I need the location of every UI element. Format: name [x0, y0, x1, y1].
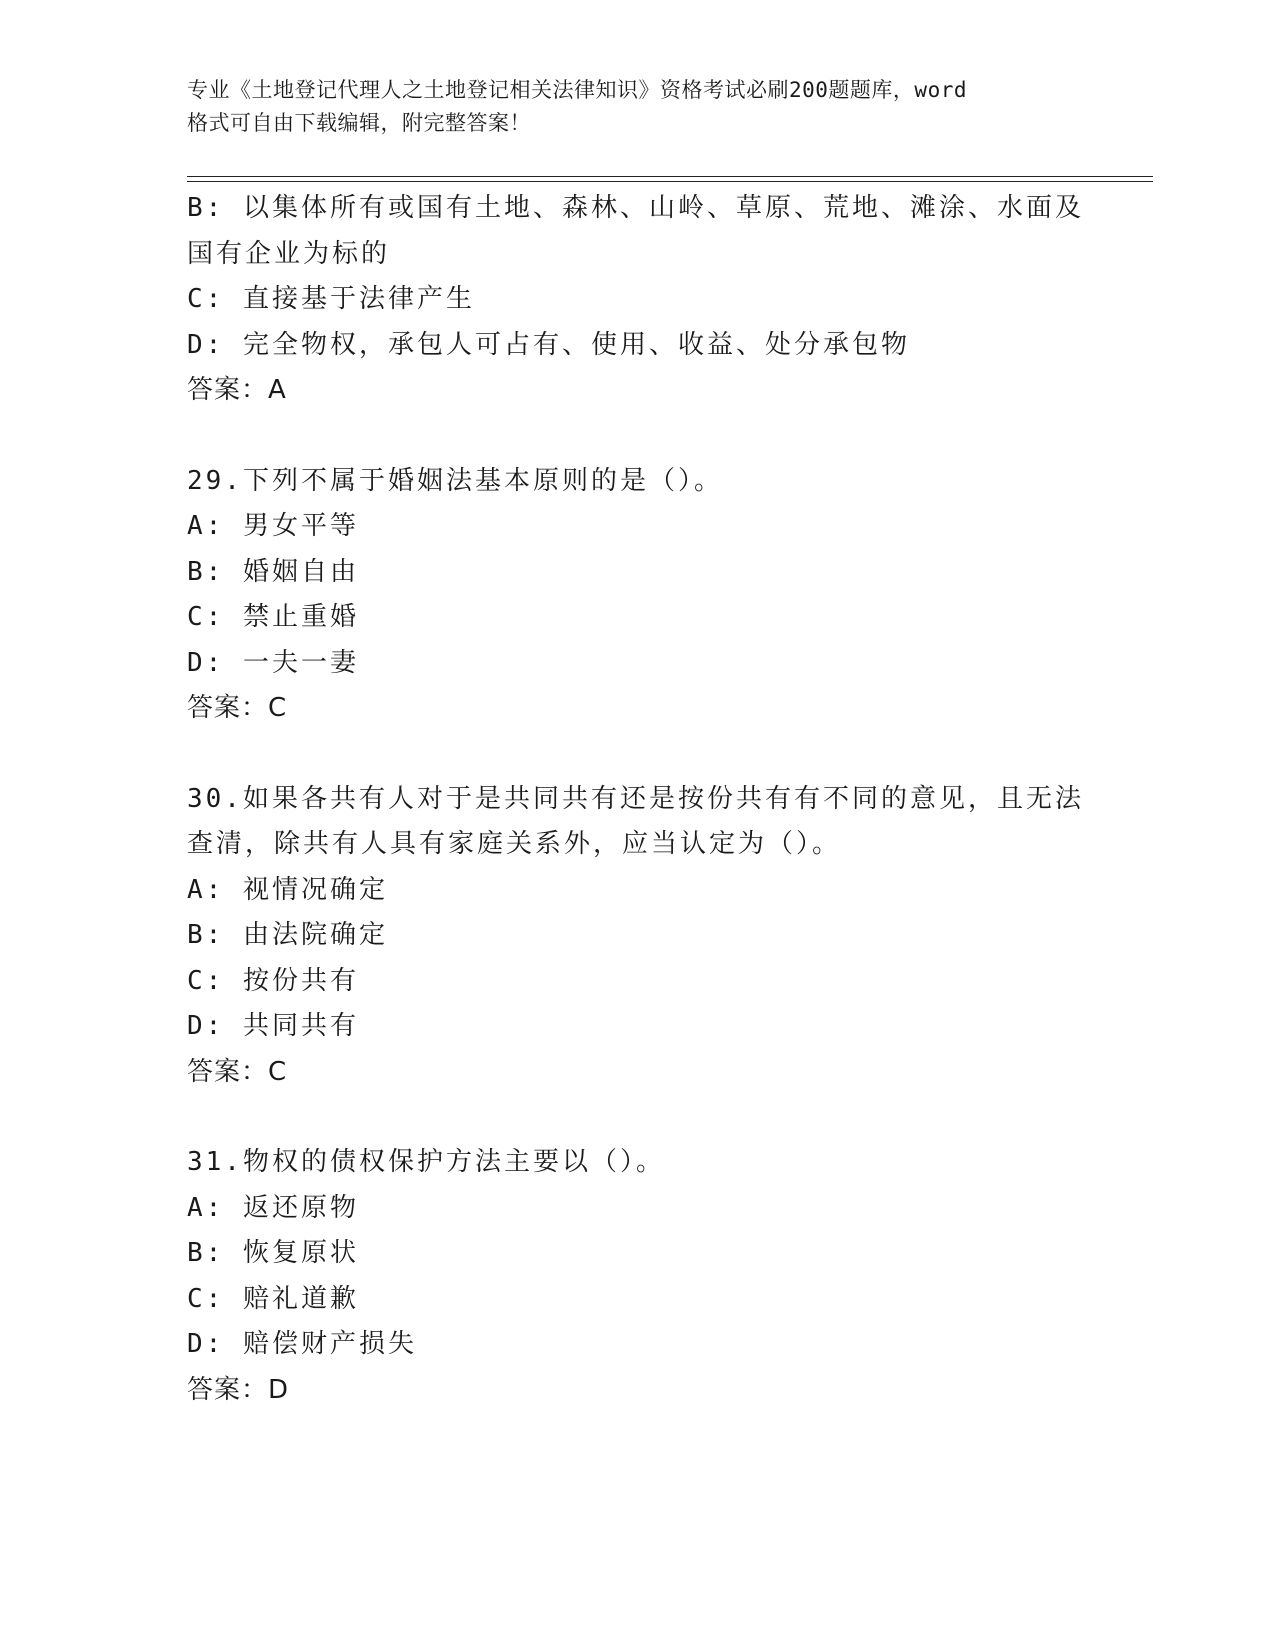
header-rule-top [187, 176, 1153, 177]
question-block-30 [187, 777, 1087, 1096]
answer: 答案：A [187, 375, 287, 405]
option-a: A: 男女平等 [187, 511, 359, 541]
header-rule-bottom [187, 181, 1153, 182]
option-d: D: 赔偿财产损失 [187, 1329, 417, 1359]
question-text-continued: 查清，除共有人具有家庭关系外，应当认定为（）。 [187, 829, 842, 859]
spacer [187, 1095, 1087, 1140]
option-a: A: 返还原物 [187, 1192, 359, 1223]
option-b-continued: 国有企业为标的 [187, 238, 391, 269]
document-header [187, 74, 1087, 140]
option-d: D: 一夫一妻 [187, 647, 359, 678]
option-c: C: 禁止重婚 [187, 602, 359, 632]
header-line-2: 格式可自由下载编辑，附完整答案！ [187, 111, 531, 135]
spacer [187, 414, 1087, 459]
answer: 答案：C [187, 1056, 288, 1087]
question-text: 31.物权的债权保护方法主要以（）。 [187, 1147, 665, 1177]
question-text: 30.如果各共有人对于是共同共有还是按份共有有不同的意见，且无法 [187, 783, 1084, 814]
question-block-31 [187, 1140, 1087, 1413]
answer: 答案：C [187, 693, 288, 723]
question-list [187, 186, 1087, 1413]
option-c: C: 赔礼道歉 [187, 1283, 359, 1314]
header-line-1: 专业《土地登记代理人之土地登记相关法律知识》资格考试必刷200题题库，word [187, 78, 967, 102]
question-text: 29.下列不属于婚姻法基本原则的是（）。 [187, 465, 723, 496]
option-c: C: 按份共有 [187, 965, 359, 996]
option-d: D: 完全物权，承包人可占有、使用、收益、处分承包物 [187, 329, 910, 360]
spacer [187, 732, 1087, 777]
question-block-29 [187, 459, 1087, 732]
option-b: B: 恢复原状 [187, 1238, 359, 1268]
option-b: B: 以集体所有或国有土地、森林、山岭、草原、荒地、滩涂、水面及 [187, 193, 1084, 223]
option-b: B: 婚姻自由 [187, 556, 359, 587]
option-d: D: 共同共有 [187, 1011, 359, 1041]
question-block-28 [187, 186, 1087, 414]
option-b: B: 由法院确定 [187, 920, 388, 950]
option-c: C: 直接基于法律产生 [187, 284, 475, 314]
option-a: A: 视情况确定 [187, 874, 388, 905]
answer: 答案：D [187, 1374, 290, 1405]
